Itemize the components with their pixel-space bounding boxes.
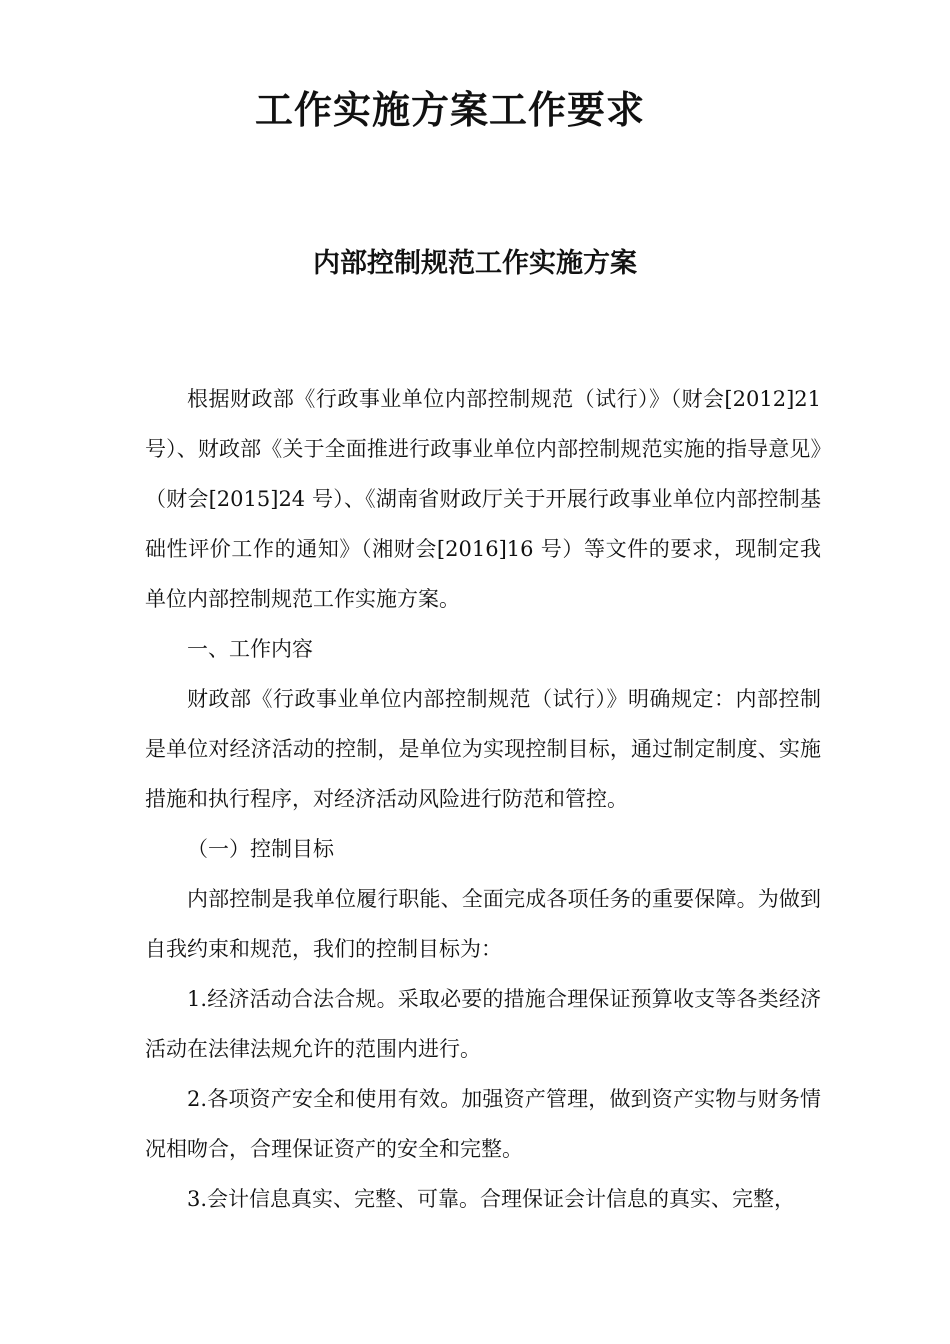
document-title: 工作实施方案工作要求	[254, 88, 645, 132]
list-item-objective-2: 2.各项资产安全和使用有效。加强资产管理，做到资产实物与财务情况相吻合，合理保证资产的安全和完整。	[145, 1087, 821, 1161]
document-subtitle: 内部控制规范工作实施方案	[313, 248, 637, 279]
section-heading-work-content: 一、工作内容	[187, 637, 313, 661]
paragraph-basis: 根据财政部《行政事业单位内部控制规范（试行）》（财会[2012]21号）、财政部《关于全面推进行政事业单位内部控制规范实施的指导意见》（财会[2015]24 号）、《湖南省财政厅关于开展行政事业单位内部控制基础性评价工作的通知》（湘财会[2016]16 号）等文件的要求，现制定我单位内部控制规范工作实施方案。	[145, 387, 821, 611]
paragraph-objectives-intro: 内部控制是我单位履行职能、全面完成各项任务的重要保障。为做到自我约束和规范，我们的控制目标为：	[145, 887, 821, 961]
list-item-objective-3: 3.会计信息真实、完整、可靠。合理保证会计信息的真实、完整，	[187, 1187, 796, 1211]
paragraph-definition: 财政部《行政事业单位内部控制规范（试行）》明确规定：内部控制是单位对经济活动的控制，是单位为实现控制目标，通过制定制度、实施措施和执行程序，对经济活动风险进行防范和管控。	[145, 687, 821, 811]
document-body	[145, 374, 821, 1224]
subsection-heading-control-objectives: （一）控制目标	[187, 837, 334, 861]
list-item-objective-1: 1.经济活动合法合规。采取必要的措施合理保证预算收支等各类经济活动在法律法规允许的范围内进行。	[145, 987, 821, 1061]
